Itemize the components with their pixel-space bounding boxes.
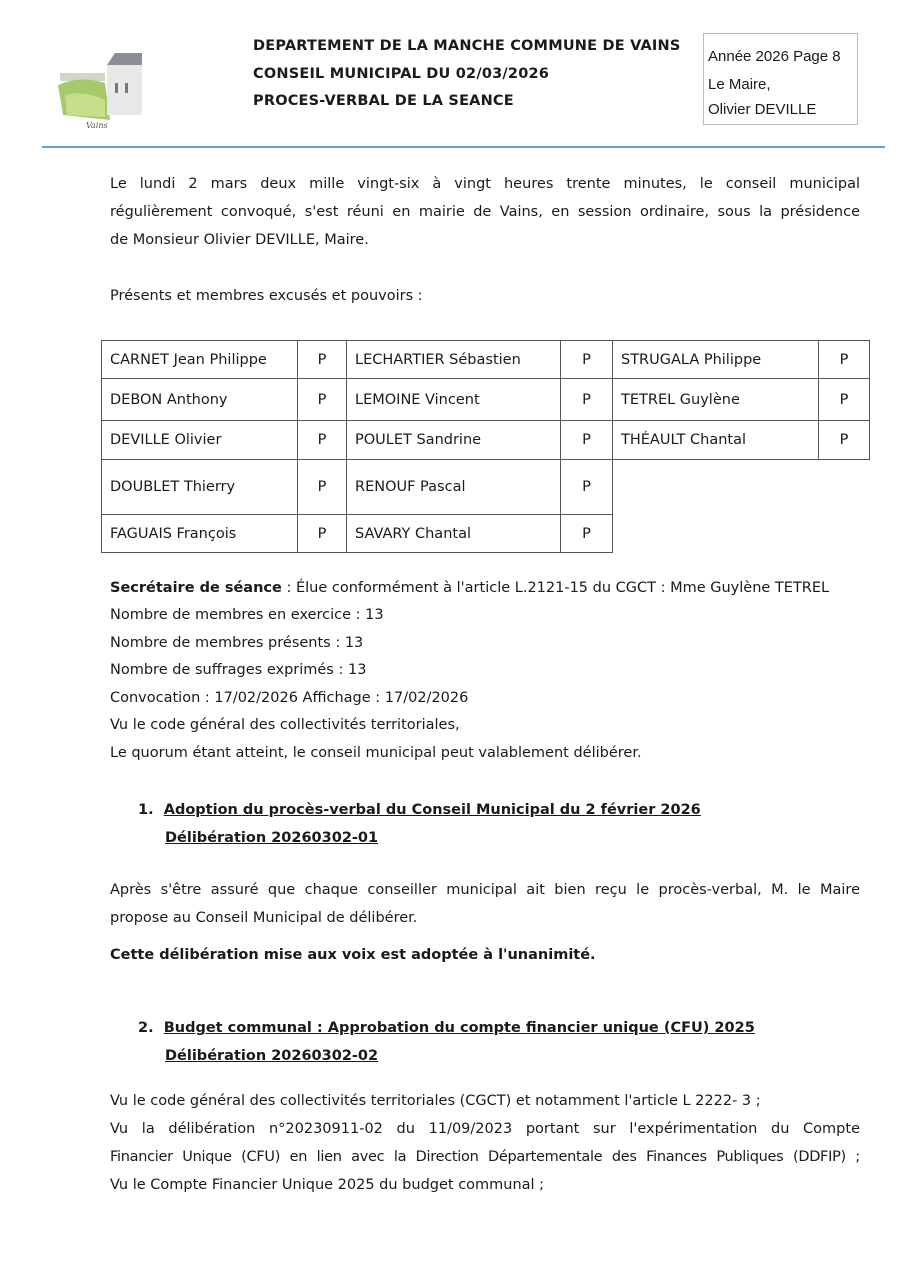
member-status: P [818, 420, 870, 460]
secretaire-line [110, 575, 829, 602]
member-status: P [818, 340, 870, 379]
info-line: Nombre de suffrages exprimés : 13 [110, 662, 367, 678]
body-line: Financier Unique (CFU) en lien avec la Direction Départementale des Finances Publiques (DDFIP) ; [110, 1149, 860, 1165]
info-line: Le quorum étant atteint, le conseil municipal peut valablement délibérer. [110, 745, 642, 761]
info-line: Vu le code général des collectivités territoriales, [110, 717, 460, 733]
body-line: propose au Conseil Municipal de délibérer. [110, 910, 418, 926]
member-status: P [297, 378, 347, 421]
info-line: Nombre de membres en exercice : 13 [110, 607, 384, 623]
info-line: Convocation : 17/02/2026 Affichage : 17/02/2026 [110, 690, 469, 706]
deliberation-number: Délibération 20260302-01 [165, 830, 379, 846]
body-line: Après s'être assuré que chaque conseiller municipal ait bien reçu le procès-verbal, M. le Maire [110, 882, 860, 898]
member-status: P [297, 459, 347, 515]
member-name: LEMOINE Vincent [346, 378, 561, 421]
member-status: P [297, 420, 347, 460]
member-status: P [560, 378, 613, 421]
member-name: FAGUAIS François [101, 514, 298, 553]
member-name: TETREL Guylène [612, 378, 819, 421]
body-line: Vu le Compte Financier Unique 2025 du budget communal ; [110, 1177, 545, 1193]
member-status: P [297, 514, 347, 553]
header-title: PROCES-VERBAL DE LA SEANCE [253, 93, 514, 109]
section-number: 2. [138, 1020, 154, 1036]
member-name: CARNET Jean Philippe [101, 340, 298, 379]
member-name: DEVILLE Olivier [101, 420, 298, 460]
header-department: DEPARTEMENT DE LA MANCHE COMMUNE DE VAINS [253, 38, 681, 54]
member-status: P [560, 340, 613, 379]
year-page: Année 2026 Page 8 [708, 48, 841, 65]
member-status: P [560, 420, 613, 460]
member-name: STRUGALA Philippe [612, 340, 819, 379]
header-council-date: CONSEIL MUNICIPAL DU 02/03/2026 [253, 66, 550, 82]
section-number: 1. [138, 802, 154, 818]
section-2-heading [138, 1014, 755, 1070]
header-divider [42, 146, 885, 148]
member-name: DEBON Anthony [101, 378, 298, 421]
member-status: P [560, 514, 613, 553]
section-title: Adoption du procès-verbal du Conseil Municipal du 2 février 2026 [163, 802, 701, 818]
member-status: P [297, 340, 347, 379]
member-name: DOUBLET Thierry [101, 459, 298, 515]
member-status: P [560, 459, 613, 515]
section-1-body [110, 876, 860, 932]
member-name: RENOUF Pascal [346, 459, 561, 515]
body-line: Vu la délibération n°20230911-02 du 11/09/2023 portant sur l'expérimentation du Compte [110, 1121, 860, 1137]
member-name: SAVARY Chantal [346, 514, 561, 553]
deliberation-number: Délibération 20260302-02 [165, 1048, 379, 1064]
page-info-box [703, 33, 858, 125]
intro-paragraph [110, 170, 860, 254]
info-line: Nombre de membres présents : 13 [110, 635, 364, 651]
section-1-heading [138, 796, 701, 852]
secretaire-text: : Élue conformément à l'article L.2121-15 du CGCT : Mme Guylène TETREL [281, 580, 830, 596]
logo-caption: Vains [86, 121, 108, 130]
intro-line: de Monsieur Olivier DEVILLE, Maire. [110, 232, 369, 248]
intro-line: Le lundi 2 mars deux mille vingt-six à vingt heures trente minutes, le conseil municipal [110, 176, 860, 192]
intro-line: régulièrement convoqué, s'est réuni en mairie de Vains, en session ordinaire, sous la présidence [110, 204, 860, 220]
section-1-result: Cette délibération mise aux voix est adoptée à l'unanimité. [110, 947, 596, 963]
commune-logo [55, 45, 150, 120]
section-title: Budget communal : Approbation du compte financier unique (CFU) 2025 [163, 1020, 755, 1036]
maire-name: Olivier DEVILLE [708, 101, 817, 118]
section-2-body [110, 1087, 860, 1199]
maire-label: Le Maire, [708, 76, 771, 93]
presents-label: Présents et membres excusés et pouvoirs : [110, 288, 423, 304]
secretaire-label: Secrétaire de séance [110, 580, 282, 596]
member-name: LECHARTIER Sébastien [346, 340, 561, 379]
member-status: P [818, 378, 870, 421]
body-line: Vu le code général des collectivités territoriales (CGCT) et notamment l'article L 2222- 3 ; [110, 1093, 761, 1109]
member-name: THÉAULT Chantal [612, 420, 819, 460]
member-name: POULET Sandrine [346, 420, 561, 460]
